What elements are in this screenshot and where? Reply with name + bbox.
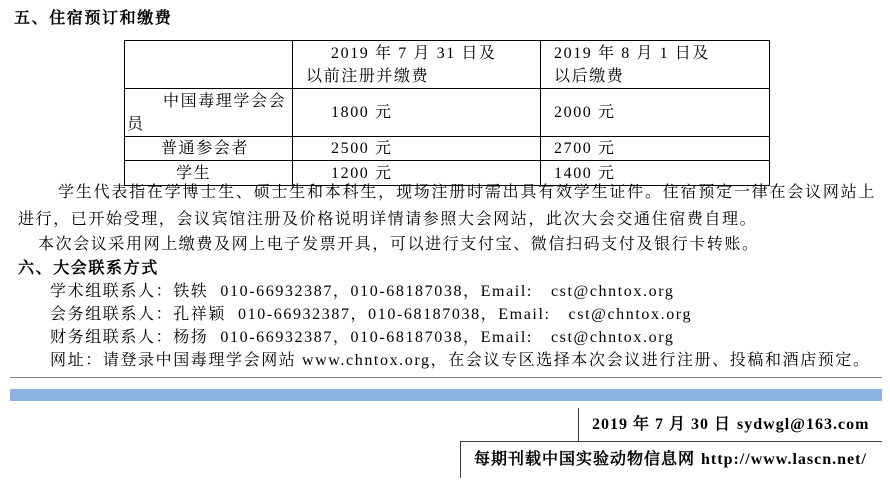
early-fee-cell: 1200 元	[293, 161, 541, 186]
contact-email: cst@chntox.org	[568, 306, 693, 323]
fee-table-header-row	[125, 41, 770, 89]
issue-date: 2019 年 7 月 30 日	[592, 416, 732, 433]
contact-email-label: Email:	[480, 283, 533, 300]
contact-email-label: Email:	[480, 329, 533, 346]
category-cell-member: 中国毒理学会会员	[125, 89, 293, 137]
contact-finance	[50, 326, 871, 349]
late-deadline-date: 2019 年 8 月 1 日及	[554, 44, 710, 62]
contact-academic	[50, 280, 871, 303]
early-fee-cell: 2500 元	[293, 137, 541, 161]
contact-role: 财务组联系人：	[50, 329, 174, 346]
fee-table-header-early	[293, 41, 541, 89]
fee-table-header-late	[541, 41, 770, 89]
early-deadline-date: 2019 年 7 月 31 日及	[331, 44, 497, 62]
contact-list	[50, 280, 871, 372]
website-line: 网址：请登录中国毒理学会网站 www.chntox.org，在会议专区选择本次会议进行注册、投稿和酒店预定。	[50, 352, 871, 369]
publication-url: http://www.lascn.net/	[701, 451, 867, 468]
fee-table-corner-cell	[125, 41, 293, 89]
late-fee-cell: 1400 元	[541, 161, 770, 186]
table-row	[125, 137, 770, 161]
late-deadline-note: 以后缴费	[554, 67, 625, 85]
early-fee-cell: 1800 元	[293, 89, 541, 137]
contact-email: cst@chntox.org	[550, 329, 675, 346]
late-fee-cell: 2700 元	[541, 137, 770, 161]
late-fee-cell: 2000 元	[541, 89, 770, 137]
payment-methods-paragraph: 本次会议采用网上缴费及网上电子发票开具，可以进行支付宝、微信扫码支付及银行卡转账。	[38, 236, 760, 253]
contact-name: 铁轶	[173, 283, 209, 300]
contact-role: 学术组联系人：	[50, 283, 174, 300]
contact-phones: 010-66932387，010-68187038，	[220, 283, 481, 300]
contact-email-label: Email:	[498, 306, 551, 323]
contact-affairs	[50, 303, 871, 326]
section-heading-accommodation: 五、住宿预订和缴费	[14, 10, 173, 27]
contact-name: 杨扬	[173, 329, 209, 346]
early-deadline-note: 以前注册并缴费	[306, 67, 430, 85]
accent-bar	[10, 389, 882, 401]
category-cell-general: 普通参会者	[125, 137, 293, 161]
contact-name: 孔祥颖	[173, 306, 227, 323]
issue-date-box	[578, 408, 882, 441]
contact-email: cst@chntox.org	[550, 283, 675, 300]
contact-phones: 010-66932387，010-68187038，	[238, 306, 499, 323]
section-heading-contacts: 六、大会联系方式	[18, 260, 159, 277]
publication-box	[460, 441, 882, 478]
students-accommodation-paragraph: 学生代表指在学博士生、硕士生和本科生，现场注册时需出具有效学生证件。住宿预定一律在会议网站上进行，已开始受理，会议宾馆注册及价格说明详情请参照大会网站，此次大会交通住宿费自理。	[18, 184, 876, 228]
contact-role: 会务组联系人：	[50, 306, 174, 323]
table-row	[125, 89, 770, 137]
publication-label: 每期刊载中国实验动物信息网	[474, 451, 696, 468]
fee-table	[124, 40, 770, 186]
editor-email: sydwgl@163.com	[737, 416, 870, 433]
contact-phones: 010-66932387，010-68187038，	[220, 329, 481, 346]
category-cell-student: 学生	[125, 161, 293, 186]
divider-rule	[10, 377, 882, 378]
